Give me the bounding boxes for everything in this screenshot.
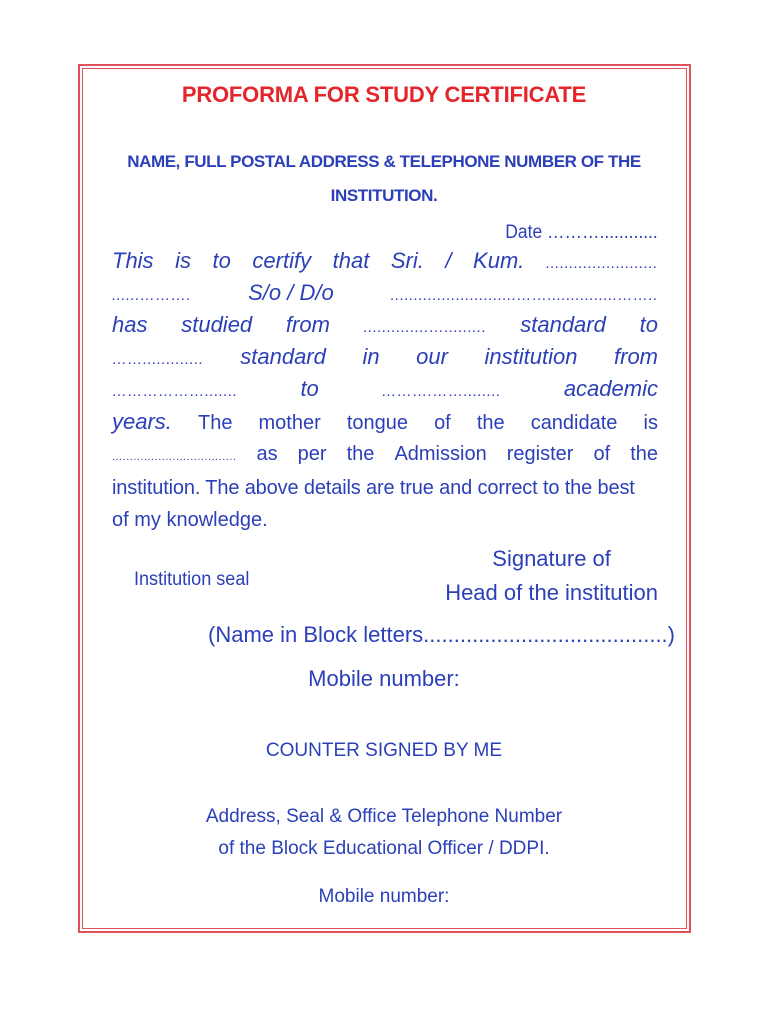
word: to <box>300 376 319 401</box>
word: academic <box>563 376 658 401</box>
institution-seal-label: Institution seal <box>134 569 250 590</box>
word: in <box>362 344 380 369</box>
relation-text: S/o / D/o <box>248 280 334 305</box>
body-line-4 <box>112 344 658 370</box>
word: our <box>416 344 448 369</box>
word: candidate <box>530 412 618 434</box>
institution-heading-line2: INSTITUTION. <box>330 186 438 205</box>
name-in-block-letters: (Name in Block letters........................................) <box>208 622 675 647</box>
to-standard-blank: ……............. <box>112 351 204 368</box>
word: Sri. <box>390 248 424 273</box>
word: has <box>112 312 148 337</box>
date-label: Date <box>505 222 543 243</box>
certificate-title: PROFORMA FOR STUDY CERTIFICATE <box>181 82 587 107</box>
body-line-6 <box>112 409 658 435</box>
mobile-number-label-officer: Mobile number: <box>318 886 450 907</box>
word: certify <box>252 248 312 273</box>
word: that <box>332 248 370 273</box>
mobile-number-label-head: Mobile number: <box>308 666 460 691</box>
word: standard <box>520 312 606 337</box>
parent-blank: ...........................……...............…….. <box>390 287 658 304</box>
word: as <box>256 443 278 465</box>
word: Kum. <box>473 248 525 273</box>
word: of <box>434 412 451 434</box>
word: The <box>197 412 233 434</box>
name-blank: ........................ <box>545 255 658 272</box>
word: per <box>297 443 327 465</box>
body-line-2 <box>112 280 658 306</box>
word: from <box>285 312 330 337</box>
body-line-8: institution. The above details are true and correct to the best <box>112 477 635 499</box>
word: the <box>630 443 658 465</box>
officer-address-line-1: Address, Seal & Office Telephone Number <box>205 806 563 827</box>
word: the <box>346 443 375 465</box>
signature-line-1: Signature of <box>492 546 611 571</box>
word: register <box>506 443 574 465</box>
word: studied <box>181 312 253 337</box>
body-line-1 <box>112 248 658 274</box>
body-line-7 <box>112 443 658 466</box>
word: years. <box>112 409 172 434</box>
word: This <box>112 248 154 273</box>
blank-dots: ......………. <box>112 287 192 304</box>
word: from <box>614 344 658 369</box>
word: is <box>175 248 191 273</box>
word: to <box>212 248 231 273</box>
year-to-blank: ……….……........ <box>381 383 502 400</box>
counter-signed-label: COUNTER SIGNED BY ME <box>265 740 503 761</box>
word: is <box>643 412 658 434</box>
year-from-blank: ………………....... <box>112 383 238 400</box>
word: tongue <box>346 412 408 434</box>
signature-line-2: Head of the institution <box>445 580 658 605</box>
word: Admission <box>394 443 487 465</box>
body-line-9: of my knowledge. <box>112 509 268 531</box>
word: of <box>593 443 611 465</box>
from-standard-blank: ..............…......... <box>363 319 487 336</box>
date-line <box>505 222 658 244</box>
word: institution <box>484 344 578 369</box>
word: to <box>639 312 658 337</box>
word: / <box>445 248 452 273</box>
date-dots: ………............ <box>547 222 658 243</box>
officer-address-line-2: of the Block Educational Officer / DDPI. <box>218 838 550 859</box>
body-line-5 <box>112 376 658 402</box>
mother-tongue-blank: ................................... <box>112 451 237 463</box>
signature-block <box>445 542 658 610</box>
body-line-3 <box>112 312 658 338</box>
word: standard <box>240 344 326 369</box>
institution-heading-line1: NAME, FULL POSTAL ADDRESS & TELEPHONE NUMBER OF THE <box>127 152 641 171</box>
word: the <box>476 412 505 434</box>
word: mother <box>258 412 321 434</box>
